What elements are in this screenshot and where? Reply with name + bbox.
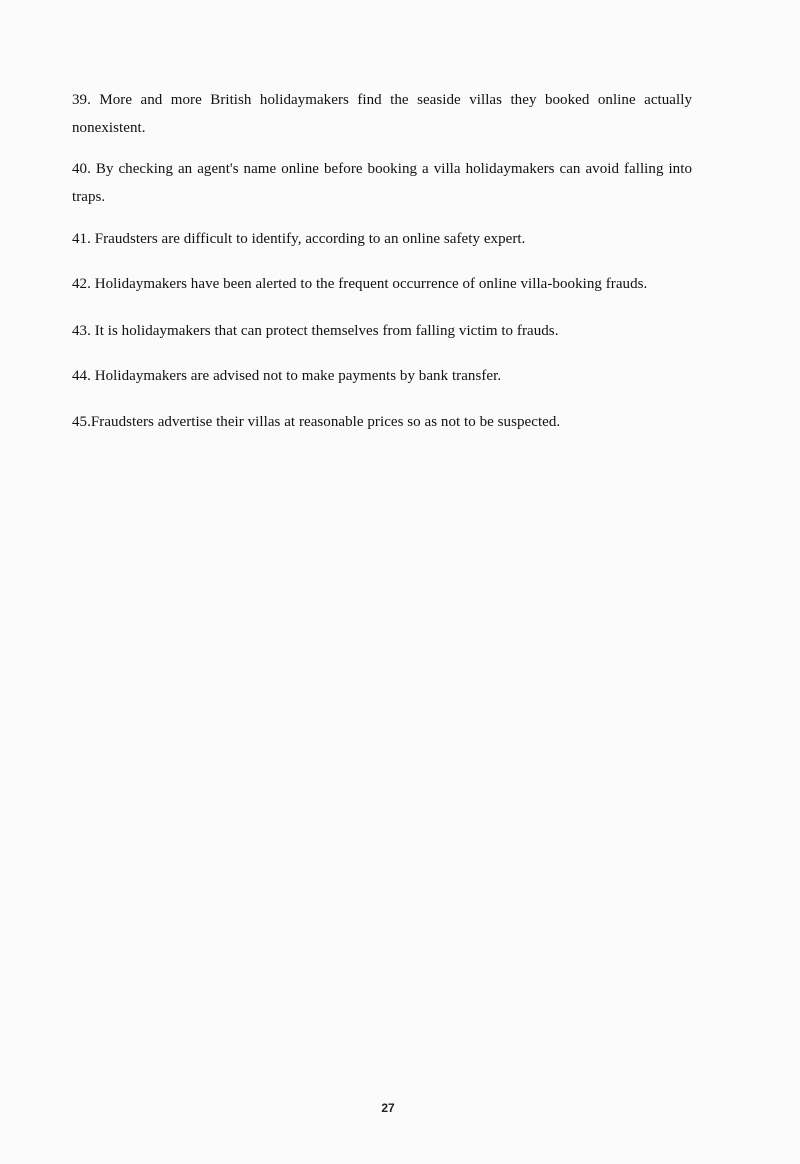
statement-39: [72, 86, 692, 142]
statement-text: Fraudsters are difficult to identify, according to an online safety expert.: [94, 231, 526, 247]
statement-number: 39.: [72, 92, 91, 108]
statement-number: 40.: [72, 161, 91, 177]
page-number: 27: [381, 1101, 395, 1115]
statement-text: Holidaymakers have been alerted to the frequent occurrence of online villa-booking frauds.: [94, 276, 648, 292]
statement-44: [72, 362, 692, 390]
statement-43: [72, 317, 692, 345]
statement-40: [72, 155, 692, 211]
statement-text: By checking an agent's name online before booking a villa holidaymakers can avoid falling into traps.: [72, 161, 692, 205]
statement-number: 42.: [72, 276, 91, 292]
statement-45: [72, 408, 692, 436]
statement-number: 45.: [72, 414, 91, 430]
statement-text: Fraudsters advertise their villas at reasonable prices so as not to be suspected.: [90, 414, 561, 430]
statement-number: 41.: [72, 231, 91, 247]
statement-number: 44.: [72, 368, 91, 384]
statement-number: 43.: [72, 323, 91, 339]
statement-41: [72, 225, 692, 253]
statement-text: More and more British holidaymakers find the seaside villas they booked online actually nonexistent.: [72, 92, 692, 136]
statement-42: [72, 270, 692, 298]
statement-text: It is holidaymakers that can protect themselves from falling victim to frauds.: [94, 323, 559, 339]
statement-text: Holidaymakers are advised not to make payments by bank transfer.: [94, 368, 502, 384]
